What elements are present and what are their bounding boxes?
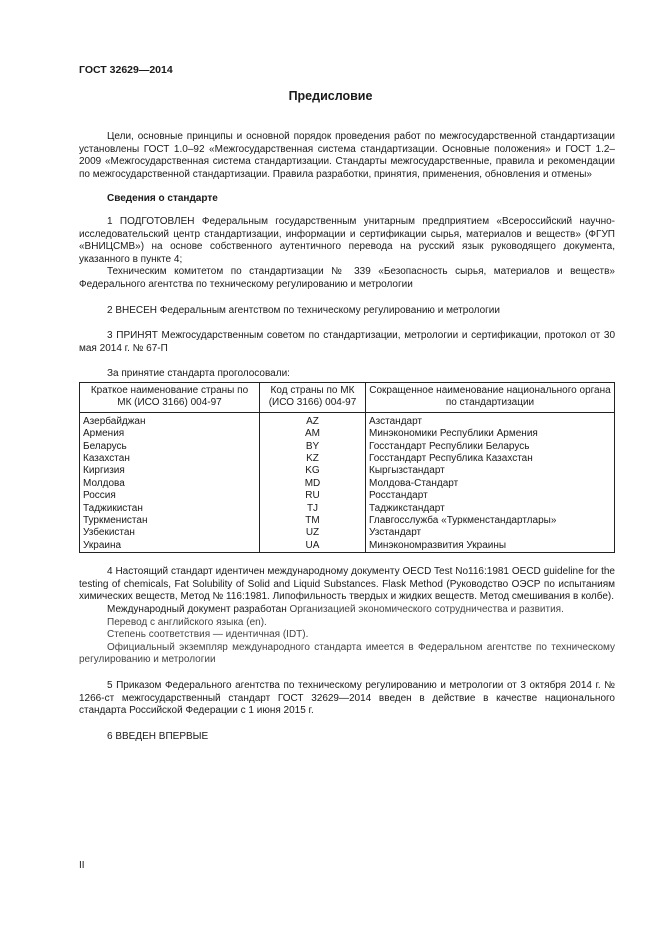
item-4-degree: Степень соответствия — идентичная (IDT).	[107, 629, 309, 641]
body-cell: Главгосслужба «Туркменстандартлары»	[366, 515, 615, 527]
body-cell: Госстандарт Республика Казахстан	[366, 453, 615, 465]
body-cell: Молдова-Стандарт	[366, 478, 615, 490]
item-2: 2 ВНЕСЕН Федеральным агентством по техническому регулированию и метрологии	[107, 304, 500, 316]
vote-caption: За принятие стандарта проголосовали:	[107, 368, 290, 380]
section-subtitle: Сведения о стандарте	[107, 193, 218, 205]
country-cell: Армения	[80, 428, 260, 440]
item-1b: Техническим комитетом по стандартизации № 339 «Безопасность сырья, материалов и веществ» Федерального агентства по техническому регулированию и метрологии	[79, 266, 615, 290]
table-row	[80, 428, 615, 440]
body-cell: Минэкономики Республики Армения	[366, 428, 615, 440]
column-header-code: Код страны по МК (ИСО 3166) 004-97	[260, 382, 366, 412]
standard-header: ГОСТ 32629—2014	[79, 64, 173, 76]
table-row	[80, 441, 615, 453]
voting-table	[79, 382, 615, 553]
column-header-country: Краткое наименование страны по МК (ИСО 3166) 004-97	[80, 382, 260, 412]
table-row	[80, 478, 615, 490]
country-cell: Киргизия	[80, 465, 260, 477]
country-cell: Молдова	[80, 478, 260, 490]
code-cell: KZ	[260, 453, 366, 465]
item-4-official: Официальный экземпляр международного стандарта имеется в Федеральном агентстве по техническому регулированию и метрологии	[79, 641, 615, 666]
page-title: Предисловие	[288, 89, 373, 103]
column-header-body: Сокращенное наименование национального органа по стандартизации	[366, 382, 615, 412]
table-row	[80, 515, 615, 527]
code-cell: BY	[260, 441, 366, 453]
body-cell: Узстандарт	[366, 527, 615, 539]
table-header-row	[80, 382, 615, 412]
country-cell: Узбекистан	[80, 527, 260, 539]
developer-org: Организацией экономического сотрудничества и развития.	[289, 603, 564, 615]
item-3: 3 ПРИНЯТ Межгосударственным советом по стандартизации, метрологии и сертификации, протокол от 30 мая 2014 г. № 67-П	[79, 330, 615, 354]
table-row	[80, 453, 615, 465]
code-cell: UZ	[260, 527, 366, 539]
item-6: 6 ВВЕДЕН ВПЕРВЫЕ	[107, 730, 209, 742]
code-cell: KG	[260, 465, 366, 477]
country-cell: Таджикистан	[80, 503, 260, 515]
intro-paragraph: Цели, основные принципы и основной порядок проведения работ по межгосударственной стандартизации установлены ГОСТ 1.0–92 «Межгосударственная система стандартизации. Основные положения» и ГОСТ 1.2–2009 «Межгосударственная система стандартизации. Стандарты межгосударственные, правила и рекомендации по межгосударственной стандартизации. Правила разработки, принятия, применения, обновления и отмены»	[79, 131, 615, 180]
code-cell: TM	[260, 515, 366, 527]
developer-prefix: Международный документ разработан	[107, 603, 290, 615]
item-4: 4 Настоящий стандарт идентичен международному документу OECD Test No116:1981 OECD guideline for the testing of chemicals, Fat Solubility of Solid and Liquid Substances. Flask Method (Руководство ОЭСР по испытаниям химических веществ, Метод № 116:1981. Липофильность твердых и жидких веществ. Метод смешивания в колбе).	[79, 566, 615, 603]
body-cell: Минэкономразвития Украины	[366, 540, 615, 553]
country-cell: Азербайджан	[80, 412, 260, 428]
code-cell: TJ	[260, 503, 366, 515]
country-cell: Туркменистан	[80, 515, 260, 527]
body-cell: Азстандарт	[366, 412, 615, 428]
code-cell: AZ	[260, 412, 366, 428]
code-cell: RU	[260, 490, 366, 502]
table-row	[80, 527, 615, 539]
item-4-translation: Перевод с английского языка (en).	[107, 616, 267, 628]
item-1: 1 ПОДГОТОВЛЕН Федеральным государственным унитарным предприятием «Всероссийский научно-исследовательский центр стандартизации, информации и сертификации сырья, материалов и веществ» (ФГУП «ВНИЦСМВ») на основе собственного аутентичного перевода на русский язык руководящего документа, указанного в пункте 4;	[79, 215, 615, 265]
code-cell: UA	[260, 540, 366, 553]
table-row	[80, 412, 615, 428]
table-row	[80, 503, 615, 515]
country-cell: Казахстан	[80, 453, 260, 465]
table-row	[80, 465, 615, 477]
body-cell: Таджикстандарт	[366, 503, 615, 515]
country-cell: Беларусь	[80, 441, 260, 453]
preface-content	[79, 131, 615, 743]
body-cell: Госстандарт Республики Беларусь	[366, 441, 615, 453]
table-row	[80, 490, 615, 502]
item-5: 5 Приказом Федерального агентства по техническому регулированию и метрологии от 3 октября 2014 г. № 1266-ст межгосударственный стандарт ГОСТ 32629—2014 введен в действие в качестве национального стандарта Российской Федерации с 1 июня 2015 г.	[79, 679, 615, 717]
body-cell: Кыргызстандарт	[366, 465, 615, 477]
country-cell: Россия	[80, 490, 260, 502]
body-cell: Росстандарт	[366, 490, 615, 502]
country-cell: Украина	[80, 540, 260, 553]
code-cell: AM	[260, 428, 366, 440]
page-number: II	[79, 860, 85, 871]
table-row	[80, 540, 615, 553]
item-4-developer	[79, 604, 615, 617]
code-cell: MD	[260, 478, 366, 490]
